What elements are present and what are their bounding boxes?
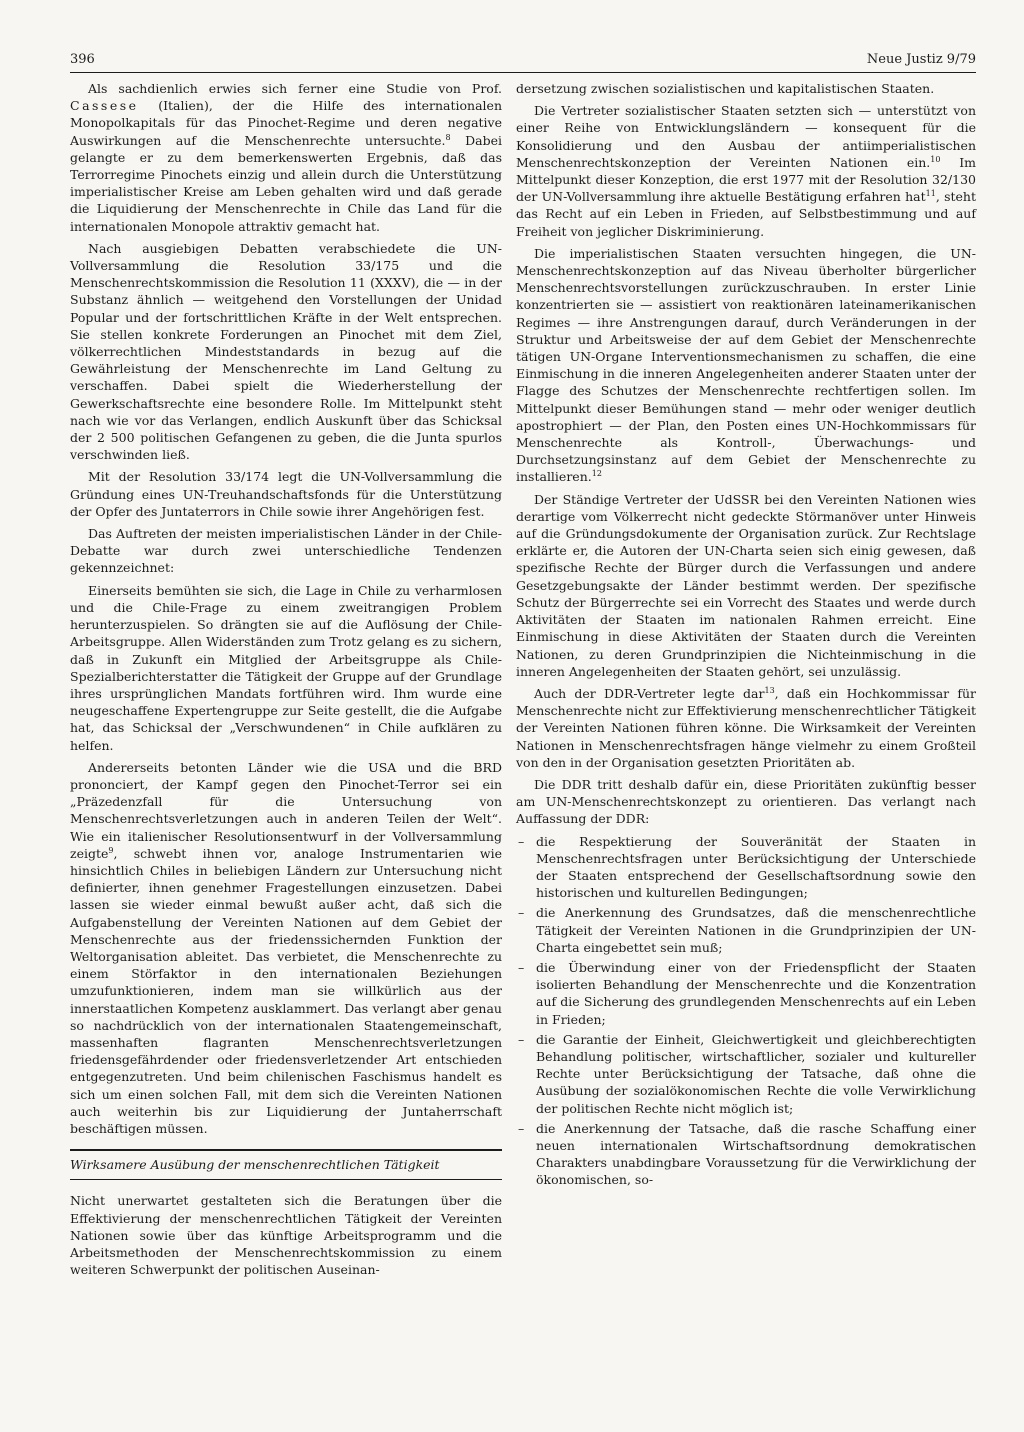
list-item: – die Anerkennung der Tatsache, daß die rasche Schaffung einer neuen internationalen Wirtschaftsordnung demokratischen Charakters unabdingbare Voraussetzung für die Verwirklichung der ökonomischen, so- bbox=[516, 1120, 976, 1189]
demands-list bbox=[516, 833, 976, 1189]
paragraph: dersetzung zwischen sozialistischen und kapitalistischen Staaten. bbox=[516, 81, 935, 96]
paragraph: Einerseits bemühten sie sich, die Lage in Chile zu verharmlosen und die Chile-Frage zu einem zweitrangigen Problem herunterzuspielen. So drängten sie auf die Auflösung der Chile-Arbeitsgruppe. Allen Widerständen zum Trotz gelang es zu sichern, daß in Zukunft ein Mitglied der Arbeitsgruppe als Chile-Spezialberichterstatter die Tätigkeit der Gruppe auf der Grundlage ihres ursprünglichen Mandats fortführen wird. Ihm wurde eine neugeschaffene Expertengruppe zur Seite gestellt, die die Aufgabe hat, das Schicksal der „Verschwundenen“ in Chile aufklären zu helfen. bbox=[70, 582, 502, 753]
right-column bbox=[516, 80, 976, 1192]
footnote-ref: 8 bbox=[445, 132, 451, 142]
paragraph: Der Ständige Vertreter der UdSSR bei den Vereinten Nationen wies derartige vom Völkerrecht nicht gedeckte Störmanöver unter Hinweis auf die Gründungsdokumente der Organisation zurück. Zur Rechtslage erklärte er, die Autoren der UN-Charta seien sich einig gewesen, daß spezifische Rechte der Bürger durch die Verfassungen und andere Gesetzgebungsakte der Länder bestimmt werden. Der spezifische Schutz der Bürgerrechte sei ein Vorrecht des Staates und werde durch Aktivitäten der Staaten im nationalen Rahmen erreicht. Eine Einmischung in diese Aktivitäten der Staaten durch die Vereinten Nationen, zu deren Grundprinzipien die Nichteinmischung in die inneren Angelegenheiten der Staaten gehört, sei unzulässig. bbox=[516, 491, 976, 679]
journal-issue: Neue Justiz 9/79 bbox=[866, 52, 976, 67]
paragraph: Die DDR tritt deshalb dafür ein, diese Prioritäten zukünftig besser am UN-Menschenrechtskonzept zu orientieren. Das verlangt nach Auffassung der DDR: bbox=[516, 776, 976, 827]
header-rule bbox=[70, 72, 976, 73]
left-column bbox=[70, 80, 502, 1283]
author-name: Cassese bbox=[70, 98, 139, 114]
paragraph: Auch der DDR-Vertreter legte dar$^{13}$, daß ein Hochkommissar für Menschenrechte nicht zur Effektivierung menschenrechtlicher Tätigkeit der Vereinten Nationen führen könne. Die Wirksamkeit der Vereinten Nationen in Menschenrechtsfragen hänge vielmehr zu einem Großteil von den in der Organisation gesetzten Prioritäten ab. bbox=[516, 685, 976, 770]
list-item: – die Anerkennung des Grundsatzes, daß die menschenrechtliche Tätigkeit der Vereinten Nationen in die Grundprinzipien der UN-Charta eingebettet sein muß; bbox=[516, 904, 976, 956]
paragraph: Als sachdienlich erwies sich ferner eine Studie von Prof. Cassese (Italien), der die Hilfe des internationalen Monopolkapitals für das Pinochet-Regime und deren negative Auswirkungen auf die Menschenrechte untersuchte.$^8$ Dabei gelangte er zu dem bemerkenswerten Ergebnis, daß das Terrorregime Pinochets einzig und allein durch die Unterstützung imperialistischer Kreise am Leben gehalten wird und daß gerade die Liquidierung der Menschenrechte in Chile das Land für die internationalen Monopole attraktiv gemacht hat. bbox=[70, 81, 502, 234]
paragraph: Mit der Resolution 33/174 legt die UN-Vollversammlung die Gründung eines UN-Treuhandschaftsfonds für die Unterstützung der Opfer des Juntaterrors in Chile sowie ihrer Angehörigen fest. bbox=[70, 469, 502, 519]
list-item: – die Garantie der Einheit, Gleichwertigkeit und gleichberechtigten Behandlung politischer, wirtschaftlicher, sozialer und kultureller Rechte unter Berücksichtigung der Tatsache, daß ohne die Ausübung der sozialökonomischen Rechte die volle Verwirklichung der politischen Rechte nicht möglich ist; bbox=[516, 1031, 976, 1117]
section-heading: Wirksamere Ausübung der menschenrechtlichen Tätigkeit bbox=[70, 1149, 502, 1180]
paragraph: Nach ausgiebigen Debatten verabschiedete die UN-Vollversammlung die Resolution 33/175 und die Menschenrechtskommission die Resolution 11 (XXXV), die — in der Substanz ähnlich — weitgehend den Vorstellungen der Unidad Popular und der fortschrittlichen Kräfte in der Welt entsprechen. Sie stellen konkrete Forderungen an Pinochet mit dem Ziel, völkerrechtlichen Mindeststandards in bezug auf die Gewährleistung der Menschenrechte im Land Geltung zu verschaffen. Dabei spielt die Wiederherstellung der Gewerkschaftsrechte eine besondere Rolle. Im Mittelpunkt steht nach wie vor das Verlangen, endlich Auskunft über das Schicksal der 2 500 politischen Gefangenen zu geben, die die Junta spurlos verschwinden ließ. bbox=[70, 240, 502, 463]
list-item: – die Überwindung einer von der Friedenspflicht der Staaten isolierten Behandlung der Menschenrechte und die Konzentration auf die Sicherung des grundlegenden Menschenrechts auf ein Leben in Frieden; bbox=[516, 959, 976, 1028]
paragraph: Andererseits betonten Länder wie die USA und die BRD prononciert, der Kampf gegen den Pinochet-Terror sei ein „Präzedenzfall für die Untersuchung von Menschenrechtsverletzungen auch in anderen Teilen der Welt“. Wie ein italienischer Resolutionsentwurf in der Vollversammlung zeigte$^9$, schwebt ihnen vor, analoge Instrumentarien wie hinsichtlich Chiles in beliebigen Ländern zur Untersuchung nicht definierter, ihnen genehmer Fragestellungen einzusetzen. Dabei lassen sie wieder einmal bewußt außer acht, daß sich die Aufgabenstellung der Vereinten Nationen auf dem Gebiet der Menschenrechte aus der friedenssichernden Funktion der Weltorganisation ableitet. Das verbietet, die Menschenrechte zu einem Störfaktor in den internationalen Beziehungen umzufunktionieren, indem man sie willkürlich aus der innerstaatlichen Kompetenz ausklammert. Das verlangt aber genau so nachdrücklich von der internationalen Staatengemeinschaft, massenhaften flagranten Menschenrechtsverletzungen friedensgefährdender oder friedensverletzender Art entschieden entgegenzutreten. Und beim chilenischen Faschismus handelt es sich um einen solchen Fall, mit dem sich die Vereinten Nationen auch weiterhin bis zur Liquidierung der Juntaherrschaft beschäftigen müssen. bbox=[70, 759, 502, 1136]
page-number: 396 bbox=[70, 52, 95, 67]
footnote-ref: 13 bbox=[764, 685, 775, 695]
paragraph: Nicht unerwartet gestalteten sich die Beratungen über die Effektivierung der menschenrechtlichen Tätigkeit der Vereinten Nationen sowie über das künftige Arbeitsprogramm und die Arbeitsmethoden der Menschenrechtskommission zu einem weiteren Schwerpunkt der politischen Auseinan- bbox=[70, 1193, 502, 1278]
paragraph: Das Auftreten der meisten imperialistischen Länder in der Chile-Debatte war durch zwei unterschiedliche Tendenzen gekennzeichnet: bbox=[70, 526, 502, 576]
footnote-ref: 11 bbox=[925, 189, 936, 199]
page-header bbox=[70, 52, 976, 72]
list-item: – die Respektierung der Souveränität der Staaten in Menschenrechtsfragen unter Berücksichtigung der Unterschiede der Staaten entsprechend der Gesellschaftsordnung sowie den historischen und kulturellen Bedingungen; bbox=[516, 833, 976, 902]
footnote-ref: 9 bbox=[108, 845, 114, 855]
footnote-ref: 12 bbox=[591, 469, 602, 479]
footnote-ref: 10 bbox=[930, 154, 941, 164]
paragraph: Die Vertreter sozialistischer Staaten setzten sich — unterstützt von einer Reihe von Entwicklungsländern — konsequent für die Konsolidierung und den Ausbau der antiimperialistischen Menschenrechtskonzeption der Vereinten Nationen ein.$^{10}$ Im Mittelpunkt dieser Konzeption, die erst 1977 mit der Resolution 32/130 der UN-Vollversammlung ihre aktuelle Bestätigung erfahren hat$^{11}$, steht das Recht auf ein Leben in Frieden, auf Selbstbestimmung und auf Freiheit von jeglicher Diskriminierung. bbox=[516, 103, 976, 239]
paragraph: Die imperialistischen Staaten versuchten hingegen, die UN-Menschenrechtskonzeption auf das Niveau überholter bürgerlicher Menschenrechtsvorstellungen zurückzuschrauben. In erster Linie konzentrierten sie — assistiert von reaktionären lateinamerikanischen Regimes — ihre Anstrengungen darauf, durch Veränderungen in der Struktur und Arbeitsweise der auf dem Gebiet der Menschenrechte tätigen UN-Organe Interventionsmechanismen zu schaffen, die eine Einmischung in die inneren Angelegenheiten anderer Staaten unter der Flagge des Schutzes der Menschenrechte rechtfertigen sollen. Im Mittelpunkt dieser Bemühungen stand — mehr oder weniger deutlich apostrophiert — der Plan, den Posten eines UN-Hochkommissars für Menschenrechte als Kontroll-, Überwachungs- und Durchsetzungsinstanz auf dem Gebiet der Menschenrechte zu installieren.$^{12}$ bbox=[516, 245, 976, 485]
